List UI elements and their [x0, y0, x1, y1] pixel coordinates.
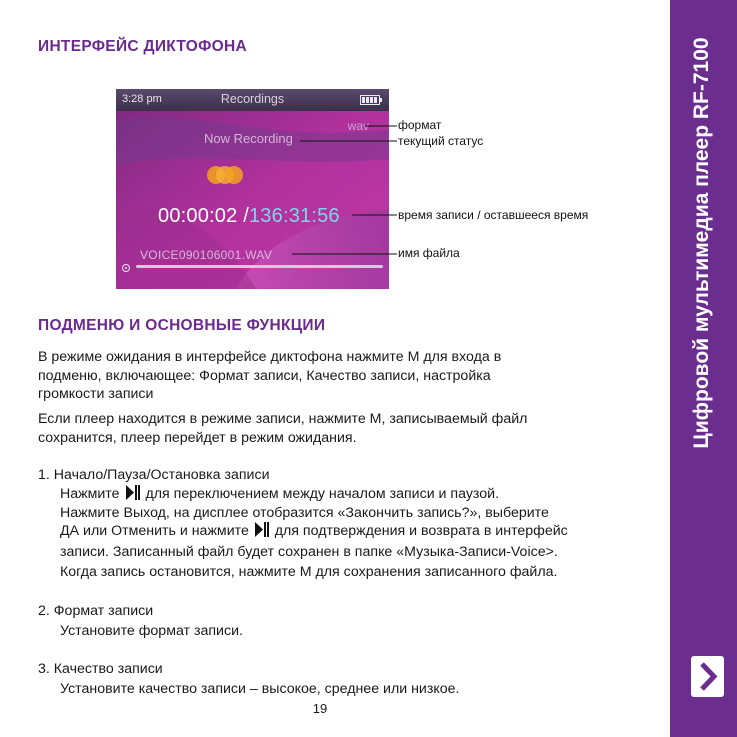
item1-line-4: записи. Записанный файл будет сохранен в папке «Музыка-Записи-Voice>.	[60, 544, 558, 560]
page-number: 19	[312, 701, 328, 716]
side-title: Цифровой мультимедиа плеер RF-7100	[690, 37, 713, 449]
item3-title: 3. Качество записи	[38, 661, 163, 677]
chevron-right-icon	[691, 656, 724, 697]
play-pause-icon	[126, 485, 140, 500]
intro-line-4: Если плеер находится в режиме записи, нажмите M, записываемый файл	[38, 411, 528, 427]
item1-title: 1. Начало/Пауза/Остановка записи	[38, 467, 270, 483]
play-pause-icon	[255, 522, 269, 537]
item1-line-2: Нажмите Выход, на дисплее отобразится «Закончить запись?», выберите	[60, 504, 549, 521]
intro-line-1: В режиме ожидания в интерфейсе диктофона нажмите M для входа в	[38, 349, 502, 365]
callout-format: формат	[398, 118, 442, 132]
intro-line-3: громкости записи	[38, 386, 154, 402]
item1-line-3-end: для подтверждения и возврата в интерфейс	[274, 523, 568, 539]
callout-time: время записи / оставшееся время	[398, 208, 589, 222]
item2-body: Установите формат записи.	[60, 623, 243, 639]
callout-status: текущий статус	[398, 134, 484, 148]
file-name: VOICE090106001.WAV	[140, 248, 273, 262]
recording-status: Now Recording	[204, 131, 293, 146]
remaining-time: 136:31:56	[248, 205, 340, 227]
item1-line-1	[60, 485, 499, 504]
clock: 3:28 pm	[122, 93, 162, 105]
item1-line-1-end: для переключением между началом записи и паузой.	[145, 486, 500, 502]
section-heading-submenu: ПОДМЕНЮ И ОСНОВНЫЕ ФУНКЦИИ	[38, 317, 326, 334]
callout-filename: имя файла	[398, 246, 460, 260]
screen-title: Recordings	[220, 92, 285, 106]
item2-title: 2. Формат записи	[38, 603, 154, 619]
item1-line-3	[60, 522, 568, 541]
item3-body: Установите качество записи – высокое, среднее или низкое.	[60, 681, 460, 697]
callout-lines	[0, 0, 670, 300]
elapsed-time: 00:00:02	[158, 205, 238, 227]
time-separator: /	[237, 205, 249, 227]
item1-line-5: Когда запись остановится, нажмите M для сохранения записанного файла.	[60, 564, 558, 580]
format-indicator: wav	[347, 119, 369, 133]
next-page-button[interactable]	[691, 656, 724, 697]
item1-line-3-start: ДА или Отменить и нажмите	[60, 523, 249, 539]
intro-line-5: сохранится, плеер перейдет в режим ожидания.	[38, 429, 357, 446]
section-heading-recorder-interface: ИНТЕРФЕЙС ДИКТОФОНА	[38, 38, 248, 55]
intro-line-2: подменю, включающее: Формат записи, Качество записи, настройка	[38, 367, 491, 384]
item1-line-1-start: Нажмите	[60, 486, 120, 502]
